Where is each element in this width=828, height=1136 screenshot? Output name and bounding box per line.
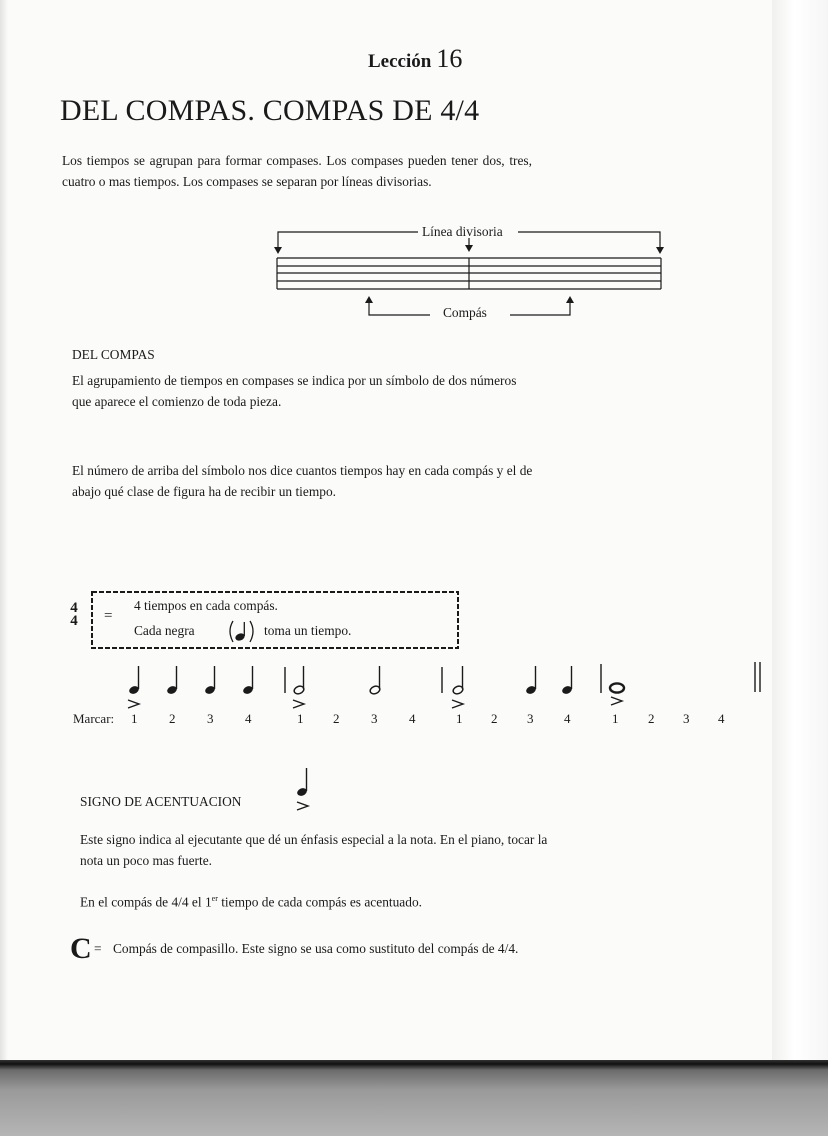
accent-rule-text-end: tiempo de cada compás es acentuado. (217, 894, 422, 910)
count-label: Marcar: (73, 711, 115, 726)
definition-line-2-after: toma un tiempo. (264, 623, 352, 638)
accent-rule-text: En el compás de 4/4 el 1 (80, 894, 212, 910)
time-signature-bottom: 4 (70, 613, 78, 629)
count-number: 2 (491, 711, 498, 726)
common-time-text: Compás de compasillo. Este signo se usa como sustituto del compás de 4/4. (113, 941, 519, 956)
count-number: 2 (169, 711, 176, 726)
count-number: 3 (683, 711, 690, 726)
time-signature-top: 4 (70, 600, 78, 616)
section-paragraph-1: El agrupamiento de tiempos en compases se indica por un símbolo de dos números que aparece el comienzo de toda pieza. (72, 373, 517, 409)
count-number: 1 (131, 711, 138, 726)
count-number: 3 (527, 711, 534, 726)
count-number: 4 (245, 711, 252, 726)
accent-description: Este signo indica al ejecutante que dé un énfasis especial a la nota. En el piano, tocar la nota un poco mas fuerte. (80, 832, 548, 868)
count-number: 1 (297, 711, 304, 726)
count-number: 3 (207, 711, 214, 726)
common-time-symbol: C (70, 932, 92, 965)
intro-paragraph: Los tiempos se agrupan para formar compases. Los compases pueden tener dos, tres, cuatro o mas tiempos. Los compases se separan por líneas divisorias. (62, 153, 532, 189)
count-number: 4 (564, 711, 571, 726)
count-number: 1 (612, 711, 619, 726)
count-number: 3 (371, 711, 378, 726)
count-number: 2 (333, 711, 340, 726)
count-number: 1 (456, 711, 463, 726)
accent-rule-superscript: er (211, 894, 218, 903)
definition-line-1: 4 tiempos en cada compás. (134, 598, 278, 613)
count-number: 2 (648, 711, 655, 726)
section-heading: DEL COMPAS (72, 347, 155, 362)
barline-label: Línea divisoria (422, 224, 503, 239)
accent-heading: SIGNO DE ACENTUACION (80, 794, 242, 809)
section-paragraph-2: El número de arriba del símbolo nos dice cuantos tiempos hay en cada compás y el de abajo qué clase de figura ha de recibir un tiempo. (72, 463, 533, 499)
quarter-note-icon (296, 768, 308, 797)
definition-line-2-before: Cada negra (134, 623, 195, 638)
count-number: 4 (409, 711, 416, 726)
measure-label: Compás (443, 305, 487, 320)
common-time-equals: = (94, 941, 102, 956)
accent-icon (297, 802, 308, 810)
lesson-number: 16 (436, 44, 463, 73)
equals-sign: = (104, 608, 113, 624)
count-number: 4 (718, 711, 725, 726)
lesson-word: Lección (368, 51, 432, 72)
accent-rule (80, 894, 422, 910)
page-title: DEL COMPAS. COMPAS DE 4/4 (60, 94, 480, 127)
